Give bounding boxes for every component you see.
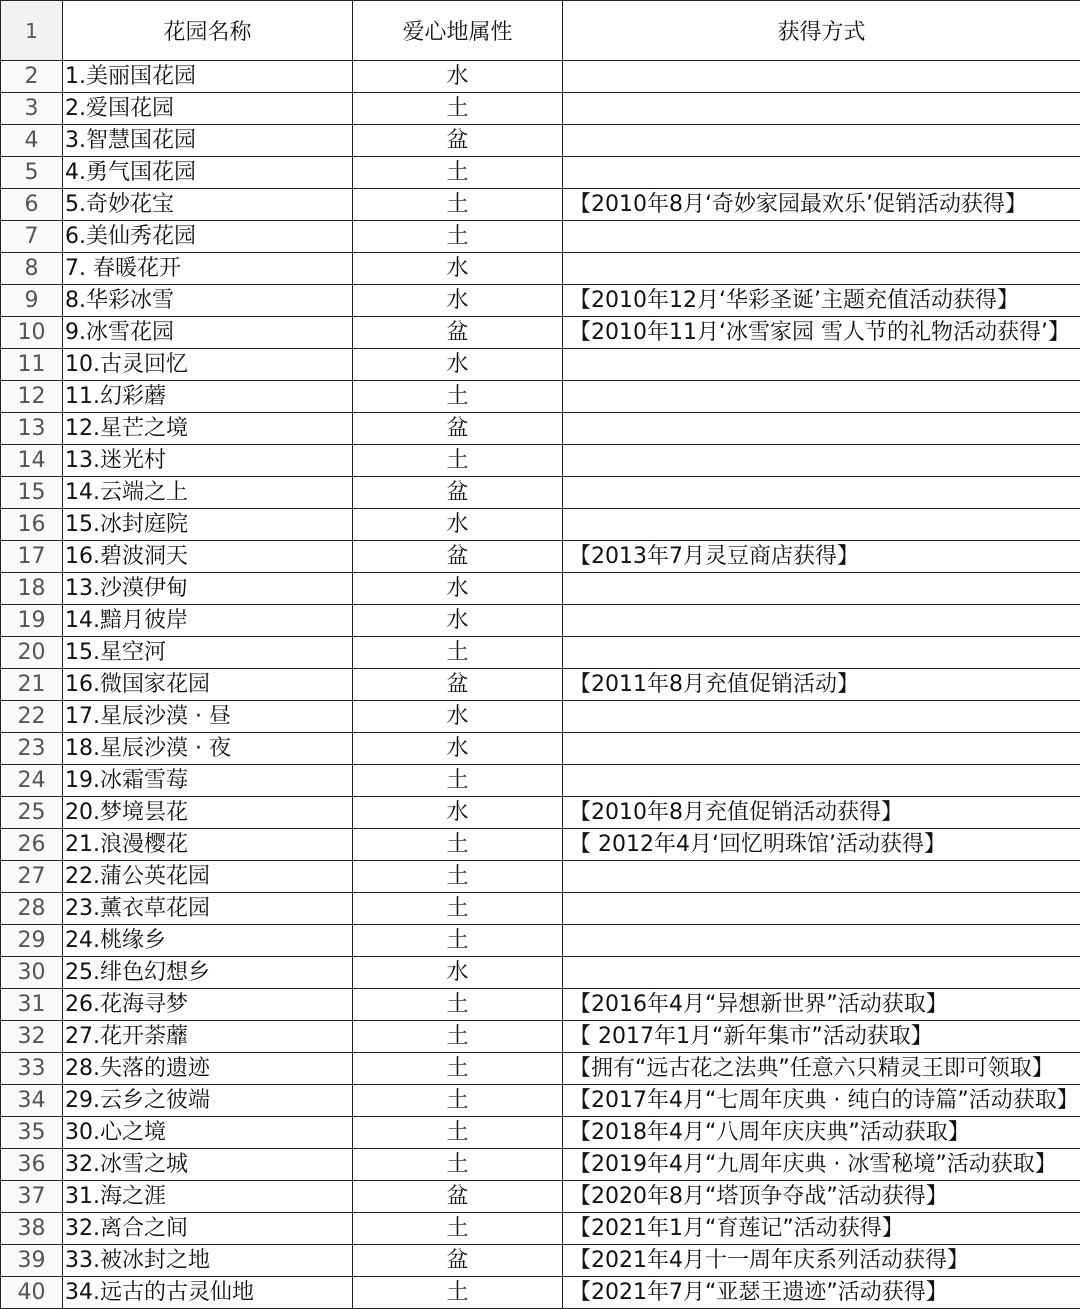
table-row [1, 797, 1080, 829]
acquire-method-cell[interactable] [563, 925, 1080, 957]
acquire-method-cell[interactable]: 【拥有“远古花之法典”任意六只精灵王即可领取】 [563, 1053, 1080, 1085]
table-row [1, 637, 1080, 669]
row-number[interactable]: 3 [1, 93, 63, 125]
row-number[interactable]: 35 [1, 1117, 63, 1149]
row-number[interactable]: 13 [1, 413, 63, 445]
row-number[interactable]: 37 [1, 1181, 63, 1213]
acquire-method-cell[interactable]: 【2010年8月充值促销活动获得】 [563, 797, 1080, 829]
garden-name-cell[interactable]: 14.云端之上 [63, 477, 353, 509]
garden-attr-cell[interactable]: 土 [353, 925, 563, 957]
table-row [1, 445, 1080, 477]
garden-attr-cell[interactable]: 盆 [353, 541, 563, 573]
table-row [1, 701, 1080, 733]
acquire-method-cell[interactable]: 【2019年4月“九周年庆典 · 冰雪秘境”活动获取】 [563, 1149, 1080, 1181]
acquire-method-cell[interactable] [563, 605, 1080, 637]
garden-name-cell[interactable]: 9.冰雪花园 [63, 317, 353, 349]
acquire-method-cell[interactable]: 【 2012年4月‘回忆明珠馆’活动获得】 [563, 829, 1080, 861]
garden-name-cell[interactable]: 32.离合之间 [63, 1213, 353, 1245]
garden-attr-cell[interactable]: 水 [353, 509, 563, 541]
row-number[interactable]: 33 [1, 1053, 63, 1085]
garden-name-cell[interactable]: 10.古灵回忆 [63, 349, 353, 381]
table-row [1, 925, 1080, 957]
acquire-method-cell[interactable]: 【2018年4月“八周年庆庆典”活动获取】 [563, 1117, 1080, 1149]
garden-name-cell[interactable]: 13.沙漠伊甸 [63, 573, 353, 605]
row-number[interactable]: 5 [1, 157, 63, 189]
row-number[interactable]: 24 [1, 765, 63, 797]
table-row [1, 1021, 1080, 1053]
garden-attr-cell[interactable]: 水 [353, 797, 563, 829]
garden-name-cell[interactable]: 3.智慧国花园 [63, 125, 353, 157]
row-number[interactable]: 26 [1, 829, 63, 861]
acquire-method-cell[interactable]: 【2016年4月“异想新世界”活动获取】 [563, 989, 1080, 1021]
garden-name-cell[interactable]: 17.星辰沙漠 · 昼 [63, 701, 353, 733]
row-number[interactable]: 12 [1, 381, 63, 413]
garden-name-cell[interactable]: 33.被冰封之地 [63, 1245, 353, 1277]
acquire-method-cell[interactable] [563, 573, 1080, 605]
garden-name-cell[interactable]: 6.美仙秀花园 [63, 221, 353, 253]
row-number[interactable]: 32 [1, 1021, 63, 1053]
acquire-method-cell[interactable] [563, 413, 1080, 445]
acquire-method-cell[interactable]: 【2021年7月“亚瑟王遗迹”活动获得】 [563, 1277, 1080, 1309]
garden-attr-cell[interactable]: 盆 [353, 1245, 563, 1277]
acquire-method-cell[interactable] [563, 957, 1080, 989]
garden-name-cell[interactable]: 1.美丽国花园 [63, 61, 353, 93]
acquire-method-cell[interactable] [563, 221, 1080, 253]
table-row [1, 125, 1080, 157]
garden-name-cell[interactable]: 20.梦境昙花 [63, 797, 353, 829]
garden-attr-cell[interactable]: 土 [353, 93, 563, 125]
row-number[interactable]: 15 [1, 477, 63, 509]
garden-attr-cell[interactable]: 土 [353, 1149, 563, 1181]
table-row [1, 61, 1080, 93]
table-row [1, 1149, 1080, 1181]
acquire-method-cell[interactable] [563, 861, 1080, 893]
garden-name-cell[interactable]: 15.冰封庭院 [63, 509, 353, 541]
garden-attr-cell[interactable]: 土 [353, 765, 563, 797]
row-number[interactable]: 29 [1, 925, 63, 957]
garden-attr-cell[interactable]: 土 [353, 189, 563, 221]
acquire-method-cell[interactable]: 【2010年11月‘冰雪家园 雪人节的礼物活动获得’】 [563, 317, 1080, 349]
row-number[interactable]: 4 [1, 125, 63, 157]
table-row [1, 221, 1080, 253]
acquire-method-cell[interactable] [563, 701, 1080, 733]
row-number[interactable]: 21 [1, 669, 63, 701]
row-number[interactable]: 22 [1, 701, 63, 733]
header-row [1, 1, 1080, 61]
row-number[interactable]: 38 [1, 1213, 63, 1245]
garden-name-cell[interactable]: 23.薰衣草花园 [63, 893, 353, 925]
row-number[interactable]: 7 [1, 221, 63, 253]
acquire-method-cell[interactable]: 【2021年4月十一周年庆系列活动获得】 [563, 1245, 1080, 1277]
garden-name-cell[interactable]: 4.勇气国花园 [63, 157, 353, 189]
header-attr-cell[interactable]: 爱心地属性 [353, 1, 563, 61]
garden-attr-cell[interactable]: 水 [353, 61, 563, 93]
garden-name-cell[interactable]: 21.浪漫樱花 [63, 829, 353, 861]
header-name-cell[interactable]: 花园名称 [63, 1, 353, 61]
acquire-method-cell[interactable] [563, 381, 1080, 413]
table-row [1, 509, 1080, 541]
garden-attr-cell[interactable]: 水 [353, 573, 563, 605]
acquire-method-cell[interactable] [563, 637, 1080, 669]
acquire-method-cell[interactable]: 【2011年8月充值促销活动】 [563, 669, 1080, 701]
row-number[interactable]: 11 [1, 349, 63, 381]
table-row [1, 1085, 1080, 1117]
row-number[interactable]: 23 [1, 733, 63, 765]
acquire-method-cell[interactable]: 【2020年8月“塔顶争夺战”活动获得】 [563, 1181, 1080, 1213]
table-row [1, 861, 1080, 893]
garden-attr-cell[interactable]: 土 [353, 1213, 563, 1245]
garden-name-cell[interactable]: 18.星辰沙漠 · 夜 [63, 733, 353, 765]
row-number[interactable]: 14 [1, 445, 63, 477]
garden-attr-cell[interactable]: 盆 [353, 477, 563, 509]
garden-attr-cell[interactable]: 水 [353, 701, 563, 733]
garden-name-cell[interactable]: 15.星空河 [63, 637, 353, 669]
row-number[interactable]: 27 [1, 861, 63, 893]
garden-attr-cell[interactable]: 土 [353, 1021, 563, 1053]
garden-attr-cell[interactable]: 土 [353, 1277, 563, 1309]
garden-name-cell[interactable]: 2.爱国花园 [63, 93, 353, 125]
garden-attr-cell[interactable]: 土 [353, 1053, 563, 1085]
garden-name-cell[interactable]: 16.碧波洞天 [63, 541, 353, 573]
table-row [1, 1053, 1080, 1085]
garden-attr-cell[interactable]: 土 [353, 157, 563, 189]
table-row [1, 413, 1080, 445]
table-row [1, 733, 1080, 765]
row-number[interactable]: 31 [1, 989, 63, 1021]
row-number[interactable]: 9 [1, 285, 63, 317]
header-method-cell[interactable]: 获得方式 [563, 1, 1080, 61]
table-row [1, 93, 1080, 125]
garden-attr-cell[interactable]: 土 [353, 861, 563, 893]
row-number[interactable]: 39 [1, 1245, 63, 1277]
row-number[interactable]: 17 [1, 541, 63, 573]
garden-name-cell[interactable]: 8.华彩冰雪 [63, 285, 353, 317]
acquire-method-cell[interactable]: 【2017年4月“七周年庆典 · 纯白的诗篇”活动获取】 [563, 1085, 1080, 1117]
table-row [1, 1213, 1080, 1245]
garden-attr-cell[interactable]: 盆 [353, 413, 563, 445]
garden-attr-cell[interactable]: 水 [353, 957, 563, 989]
acquire-method-cell[interactable]: 【2013年7月灵豆商店获得】 [563, 541, 1080, 573]
table-row [1, 605, 1080, 637]
row-number[interactable]: 19 [1, 605, 63, 637]
row-number[interactable]: 40 [1, 1277, 63, 1309]
table-row [1, 349, 1080, 381]
acquire-method-cell[interactable] [563, 61, 1080, 93]
acquire-method-cell[interactable] [563, 349, 1080, 381]
garden-name-cell[interactable]: 32.冰雪之城 [63, 1149, 353, 1181]
garden-name-cell[interactable]: 11.幻彩蘑 [63, 381, 353, 413]
garden-attr-cell[interactable]: 土 [353, 1117, 563, 1149]
garden-name-cell[interactable]: 31.海之涯 [63, 1181, 353, 1213]
table-row [1, 317, 1080, 349]
acquire-method-cell[interactable]: 【 2017年1月“新年集市”活动获取】 [563, 1021, 1080, 1053]
garden-name-cell[interactable]: 25.绯色幻想乡 [63, 957, 353, 989]
acquire-method-cell[interactable]: 【2021年1月“育莲记”活动获得】 [563, 1213, 1080, 1245]
garden-attr-cell[interactable]: 水 [353, 285, 563, 317]
acquire-method-cell[interactable] [563, 445, 1080, 477]
acquire-method-cell[interactable] [563, 477, 1080, 509]
garden-name-cell[interactable]: 5.奇妙花宝 [63, 189, 353, 221]
garden-name-cell[interactable]: 16.微国家花园 [63, 669, 353, 701]
garden-name-cell[interactable]: 29.云乡之彼端 [63, 1085, 353, 1117]
table-row [1, 253, 1080, 285]
table-row [1, 669, 1080, 701]
garden-name-cell[interactable]: 19.冰霜雪莓 [63, 765, 353, 797]
table-row [1, 381, 1080, 413]
row-number[interactable]: 16 [1, 509, 63, 541]
table-row [1, 477, 1080, 509]
row-number[interactable]: 1 [1, 1, 63, 61]
table-row [1, 989, 1080, 1021]
table-row [1, 893, 1080, 925]
garden-attr-cell[interactable]: 土 [353, 989, 563, 1021]
row-number[interactable]: 20 [1, 637, 63, 669]
garden-attr-cell[interactable]: 土 [353, 221, 563, 253]
garden-attr-cell[interactable]: 土 [353, 637, 563, 669]
garden-name-cell[interactable]: 22.蒲公英花园 [63, 861, 353, 893]
garden-name-cell[interactable]: 7. 春暖花开 [63, 253, 353, 285]
acquire-method-cell[interactable]: 【2010年8月‘奇妙家园最欢乐’促销活动获得】 [563, 189, 1080, 221]
acquire-method-cell[interactable] [563, 93, 1080, 125]
table-row [1, 829, 1080, 861]
garden-name-cell[interactable]: 13.迷光村 [63, 445, 353, 477]
garden-name-cell[interactable]: 34.远古的古灵仙地 [63, 1277, 353, 1309]
table-row [1, 957, 1080, 989]
table-row [1, 1181, 1080, 1213]
garden-attr-cell[interactable]: 土 [353, 1085, 563, 1117]
table-row [1, 1245, 1080, 1277]
row-number[interactable]: 2 [1, 61, 63, 93]
garden-attr-cell[interactable]: 盆 [353, 317, 563, 349]
row-number[interactable]: 18 [1, 573, 63, 605]
acquire-method-cell[interactable] [563, 125, 1080, 157]
table-row [1, 1117, 1080, 1149]
garden-name-cell[interactable]: 30.心之境 [63, 1117, 353, 1149]
table-row [1, 765, 1080, 797]
table-row [1, 285, 1080, 317]
garden-attr-cell[interactable]: 盆 [353, 669, 563, 701]
garden-attr-cell[interactable]: 水 [353, 733, 563, 765]
row-number[interactable]: 34 [1, 1085, 63, 1117]
garden-attr-cell[interactable]: 水 [353, 349, 563, 381]
row-number[interactable]: 28 [1, 893, 63, 925]
garden-attr-cell[interactable]: 盆 [353, 1181, 563, 1213]
table-row [1, 189, 1080, 221]
garden-name-cell[interactable]: 28.失落的遗迹 [63, 1053, 353, 1085]
garden-name-cell[interactable]: 26.花海寻梦 [63, 989, 353, 1021]
garden-name-cell[interactable]: 27.花开荼蘼 [63, 1021, 353, 1053]
table-row [1, 573, 1080, 605]
table-row [1, 541, 1080, 573]
row-number[interactable]: 6 [1, 189, 63, 221]
garden-name-cell[interactable]: 14.黯月彼岸 [63, 605, 353, 637]
garden-attr-cell[interactable]: 水 [353, 253, 563, 285]
garden-attr-cell[interactable]: 盆 [353, 125, 563, 157]
acquire-method-cell[interactable] [563, 733, 1080, 765]
row-number[interactable]: 25 [1, 797, 63, 829]
garden-attr-cell[interactable]: 土 [353, 829, 563, 861]
row-number[interactable]: 10 [1, 317, 63, 349]
garden-attr-cell[interactable]: 水 [353, 605, 563, 637]
row-number[interactable]: 8 [1, 253, 63, 285]
acquire-method-cell[interactable]: 【2010年12月‘华彩圣诞’主题充值活动获得】 [563, 285, 1080, 317]
row-number[interactable]: 36 [1, 1149, 63, 1181]
acquire-method-cell[interactable] [563, 509, 1080, 541]
table-row [1, 157, 1080, 189]
acquire-method-cell[interactable] [563, 157, 1080, 189]
acquire-method-cell[interactable] [563, 253, 1080, 285]
garden-attr-cell[interactable]: 土 [353, 893, 563, 925]
acquire-method-cell[interactable] [563, 765, 1080, 797]
garden-name-cell[interactable]: 12.星芒之境 [63, 413, 353, 445]
acquire-method-cell[interactable] [563, 893, 1080, 925]
garden-name-cell[interactable]: 24.桃缘乡 [63, 925, 353, 957]
garden-attr-cell[interactable]: 土 [353, 381, 563, 413]
row-number[interactable]: 30 [1, 957, 63, 989]
garden-attr-cell[interactable]: 土 [353, 445, 563, 477]
